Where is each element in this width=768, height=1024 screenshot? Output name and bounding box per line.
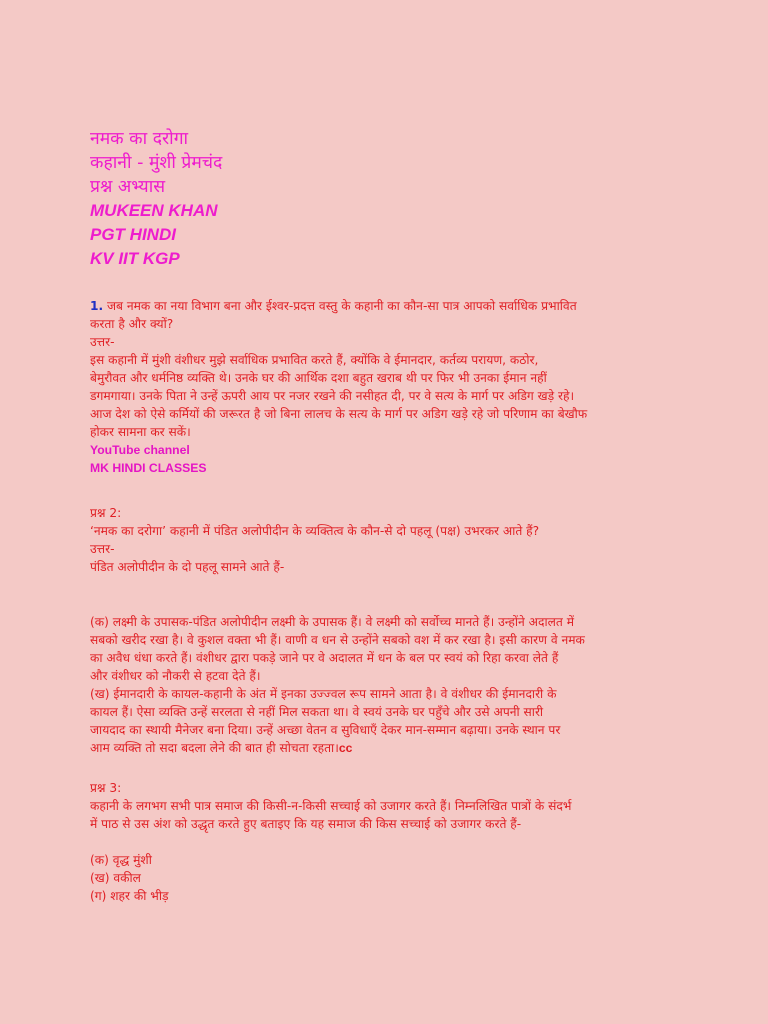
point-kha-last-text: आम व्यक्ति तो सदा बदला लेने की बात ही सोचता रहता।	[90, 741, 339, 755]
answer-1-line: डगमगाया। उनके पिता ने उन्हें ऊपरी आय पर नजर रखने की नसीहत दी, पर वे सत्य के मार्ग पर अडिग खड़े रहे।	[90, 389, 575, 403]
answer-2-points	[90, 613, 720, 757]
point-ka-line: (क) लक्ष्मी के उपासक-पंडित अलोपीदीन लक्ष्मी के उपासक हैं। वे लक्ष्मी को सर्वोच्च मानते हैं। उन्होंने अदालत में	[90, 615, 574, 629]
point-kha-line: जायदाद का स्थायी मैनेजर बना दिया। उन्हें अच्छा वेतन व सुविधाएँ देकर मान-सम्मान बढ़ाया। उनके स्थान पर	[90, 723, 561, 737]
question-1-line-2: करता है और क्यों?	[90, 317, 174, 331]
question-1-line-1	[90, 297, 720, 315]
answer-1-line: होकर सामना कर सकें।	[90, 425, 191, 439]
point-ka-line: और वंशीधर को नौकरी से हटवा देते हैं।	[90, 669, 261, 683]
answer-1-line: बेमुरौवत और धर्मनिष्ठ व्यक्ति थे। उनके घर की आर्थिक दशा बहुत खराब थी पर फिर भी उनका ईमान नहीं	[90, 371, 547, 385]
point-kha-tail: cc	[338, 741, 353, 755]
exercise-heading: प्रश्न अभ्यास	[90, 177, 166, 197]
question-2-text: ‘नमक का दरोगा’ कहानी में पंडित अलोपीदीन के व्यक्तित्व के कौन-से दो पहलू (पक्ष) उभरकर आते हैं?	[90, 524, 540, 538]
question-1-block	[90, 297, 720, 477]
answer-1-line: आज देश को ऐसे कर्मियों की जरूरत है जो बिना लालच के सत्य के मार्ग पर अडिग खड़े रहे जो परिणाम का बेखौफ	[90, 407, 588, 421]
answer-2-label: उत्तर-	[90, 542, 115, 556]
author-name: MUKEEN KHAN	[90, 201, 218, 220]
question-3-block	[90, 779, 720, 905]
point-kha-line: कायल हैं। ऐसा व्यक्ति उन्हें सरलता से नहीं मिल सकता था। वे स्वयं उनके घर पहुँचे और उसे अपनी सारी	[90, 705, 544, 719]
spacer	[90, 833, 720, 851]
question-3-item: (ख) वकील	[90, 871, 141, 885]
question-3-line: कहानी के लगभग सभी पात्र समाज की किसी-न-किसी सच्चाई को उजागर करते हैं। निम्नलिखित पात्रों के संदर्भ	[90, 799, 572, 813]
answer-1-line: इस कहानी में मुंशी वंशीधर मुझे सर्वाधिक प्रभावित करते हैं, क्योंकि वे ईमानदार, कर्तव्य परायण, कठोर,	[90, 353, 539, 367]
school-name: KV IIT KGP	[90, 249, 180, 268]
point-ka-line: सबको खरीद रखा है। वे कुशल वक्ता भी हैं। वाणी व धन से उन्होंने सबको वश में कर रखा है। इसी कारण वे नमक	[90, 633, 585, 647]
question-2-block	[90, 504, 720, 576]
question-2-title: प्रश्न 2:	[90, 506, 122, 520]
lesson-title: नमक का दरोगा	[90, 129, 189, 149]
point-kha-last-line	[90, 739, 720, 757]
story-author-line: कहानी - मुंशी प्रेमचंद	[90, 153, 223, 173]
document-header	[90, 127, 710, 271]
answer-1-label: उत्तर-	[90, 335, 115, 349]
question-3-title: प्रश्न 3:	[90, 781, 122, 795]
answer-2-intro: पंडित अलोपीदीन के दो पहलू सामने आते हैं-	[90, 560, 285, 574]
youtube-channel-label: YouTube channel	[90, 443, 190, 457]
question-1-number: 1.	[90, 299, 104, 313]
question-3-item: (ग) शहर की भीड़	[90, 889, 169, 903]
author-designation: PGT HINDI	[90, 225, 176, 244]
question-1-text: जब नमक का नया विभाग बना और ईश्वर-प्रदत्त वस्तु के कहानी का कौन-सा पात्र आपको सर्वाधिक प्रभावित	[103, 299, 577, 313]
question-3-line: में पाठ से उस अंश को उद्धृत करते हुए बताइए कि यह समाज की किस सच्चाई को उजागर करते हैं-	[90, 817, 522, 831]
question-3-item: (क) वृद्ध मुंशी	[90, 853, 152, 867]
youtube-channel-name: MK HINDI CLASSES	[90, 461, 207, 475]
point-kha-line: (ख) ईमानदारी के कायल-कहानी के अंत में इनका उज्ज्वल रूप सामने आता है। वे वंशीधर की ईमानदारी के	[90, 687, 557, 701]
point-ka-line: का अवैध धंधा करते हैं। वंशीधर द्वारा पकड़े जाने पर वे अदालत में धन के बल पर स्वयं को रिहा करवा लेते हैं	[90, 651, 559, 665]
